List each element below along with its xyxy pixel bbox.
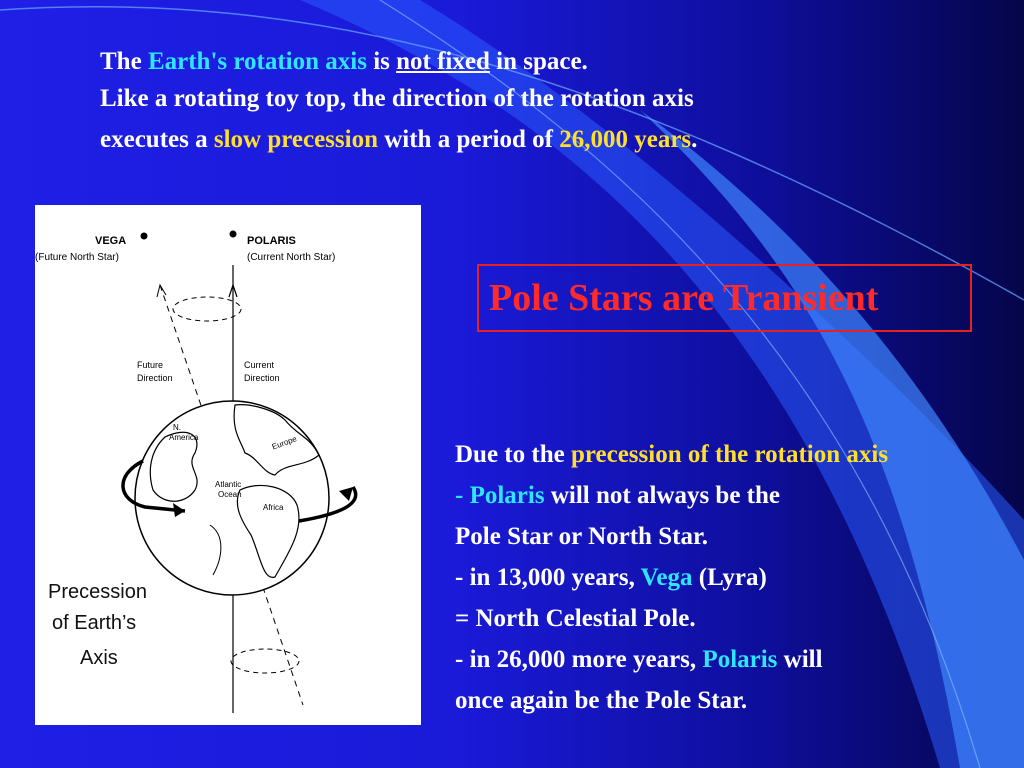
atlantic-label-2: Ocean: [218, 490, 242, 499]
precession-highlight: precession of the rotation axis: [570, 441, 889, 468]
polaris-sub-label: (Current North Star): [247, 252, 336, 263]
intro-line-3: [100, 119, 980, 160]
vega-star-dot: [141, 233, 148, 240]
polaris-highlight: Polaris: [702, 646, 778, 673]
earths-rotation-axis-highlight: Earth's rotation axis: [147, 48, 367, 75]
body-line-1: [455, 434, 1024, 475]
body-text-span: (Lyra): [692, 564, 767, 591]
polaris-highlight: Polaris: [469, 482, 545, 509]
intro-line-1: [100, 41, 980, 78]
africa-label: Africa: [263, 503, 284, 512]
body-text: [455, 434, 1024, 721]
body-line-6: [455, 639, 1024, 680]
intro-text-span: with a period of: [377, 126, 560, 153]
caption-line-1: Precession: [48, 581, 147, 603]
slide-title-box: [477, 264, 972, 332]
precession-diagram: [35, 205, 421, 725]
body-text-span: -: [455, 482, 470, 509]
top-precession-ellipse: [173, 297, 241, 321]
atlantic-label-1: Atlantic: [215, 480, 242, 489]
body-text-span: - in 13,000 years,: [455, 564, 641, 591]
polaris-label: POLARIS: [247, 235, 296, 247]
current-direction-label-2: Direction: [244, 373, 280, 383]
period-highlight: 26,000 years: [559, 126, 692, 153]
body-line-7: once again be the Pole Star.: [455, 687, 748, 714]
body-text-span: will: [777, 646, 823, 673]
body-text-span: will not always be the: [544, 482, 781, 509]
polaris-star-dot: [230, 231, 237, 238]
vega-highlight: Vega: [640, 564, 693, 591]
slide-title: Pole Stars are Transient: [489, 277, 879, 319]
vega-sub-label: (Future North Star): [35, 252, 119, 263]
current-direction-label-1: Current: [244, 360, 275, 370]
intro-line-2: Like a rotating toy top, the direction of the rotation axis: [100, 85, 694, 112]
future-direction-label-2: Direction: [137, 373, 173, 383]
vega-label: VEGA: [95, 235, 127, 247]
bottom-precession-ellipse: [231, 649, 299, 673]
caption-line-2: of Earth’s: [52, 612, 137, 634]
body-line-4: [455, 557, 1024, 598]
future-direction-label-1: Future: [137, 360, 164, 370]
body-text-span: - in 26,000 more years,: [455, 646, 703, 673]
intro-text-span: .: [691, 126, 698, 153]
precession-diagram-panel: [35, 205, 421, 725]
europe-label: Europe: [270, 434, 299, 452]
intro-text-span: executes a: [100, 126, 214, 153]
body-text-span: Due to the: [455, 441, 571, 468]
not-fixed-underlined: not fixed: [396, 48, 490, 75]
intro-text-span: in space.: [489, 48, 588, 75]
n-america-label-1: N.: [173, 423, 181, 432]
intro-text-span: The: [100, 48, 148, 75]
n-america-label-2: America: [169, 433, 199, 442]
body-line-2: [455, 475, 1024, 516]
body-line-3: Pole Star or North Star.: [455, 523, 708, 550]
intro-text-span: is: [366, 48, 397, 75]
slow-precession-highlight: slow precession: [213, 126, 378, 153]
intro-text: [100, 41, 980, 160]
body-line-5: = North Celestial Pole.: [455, 605, 696, 632]
caption-line-3: Axis: [80, 647, 118, 669]
